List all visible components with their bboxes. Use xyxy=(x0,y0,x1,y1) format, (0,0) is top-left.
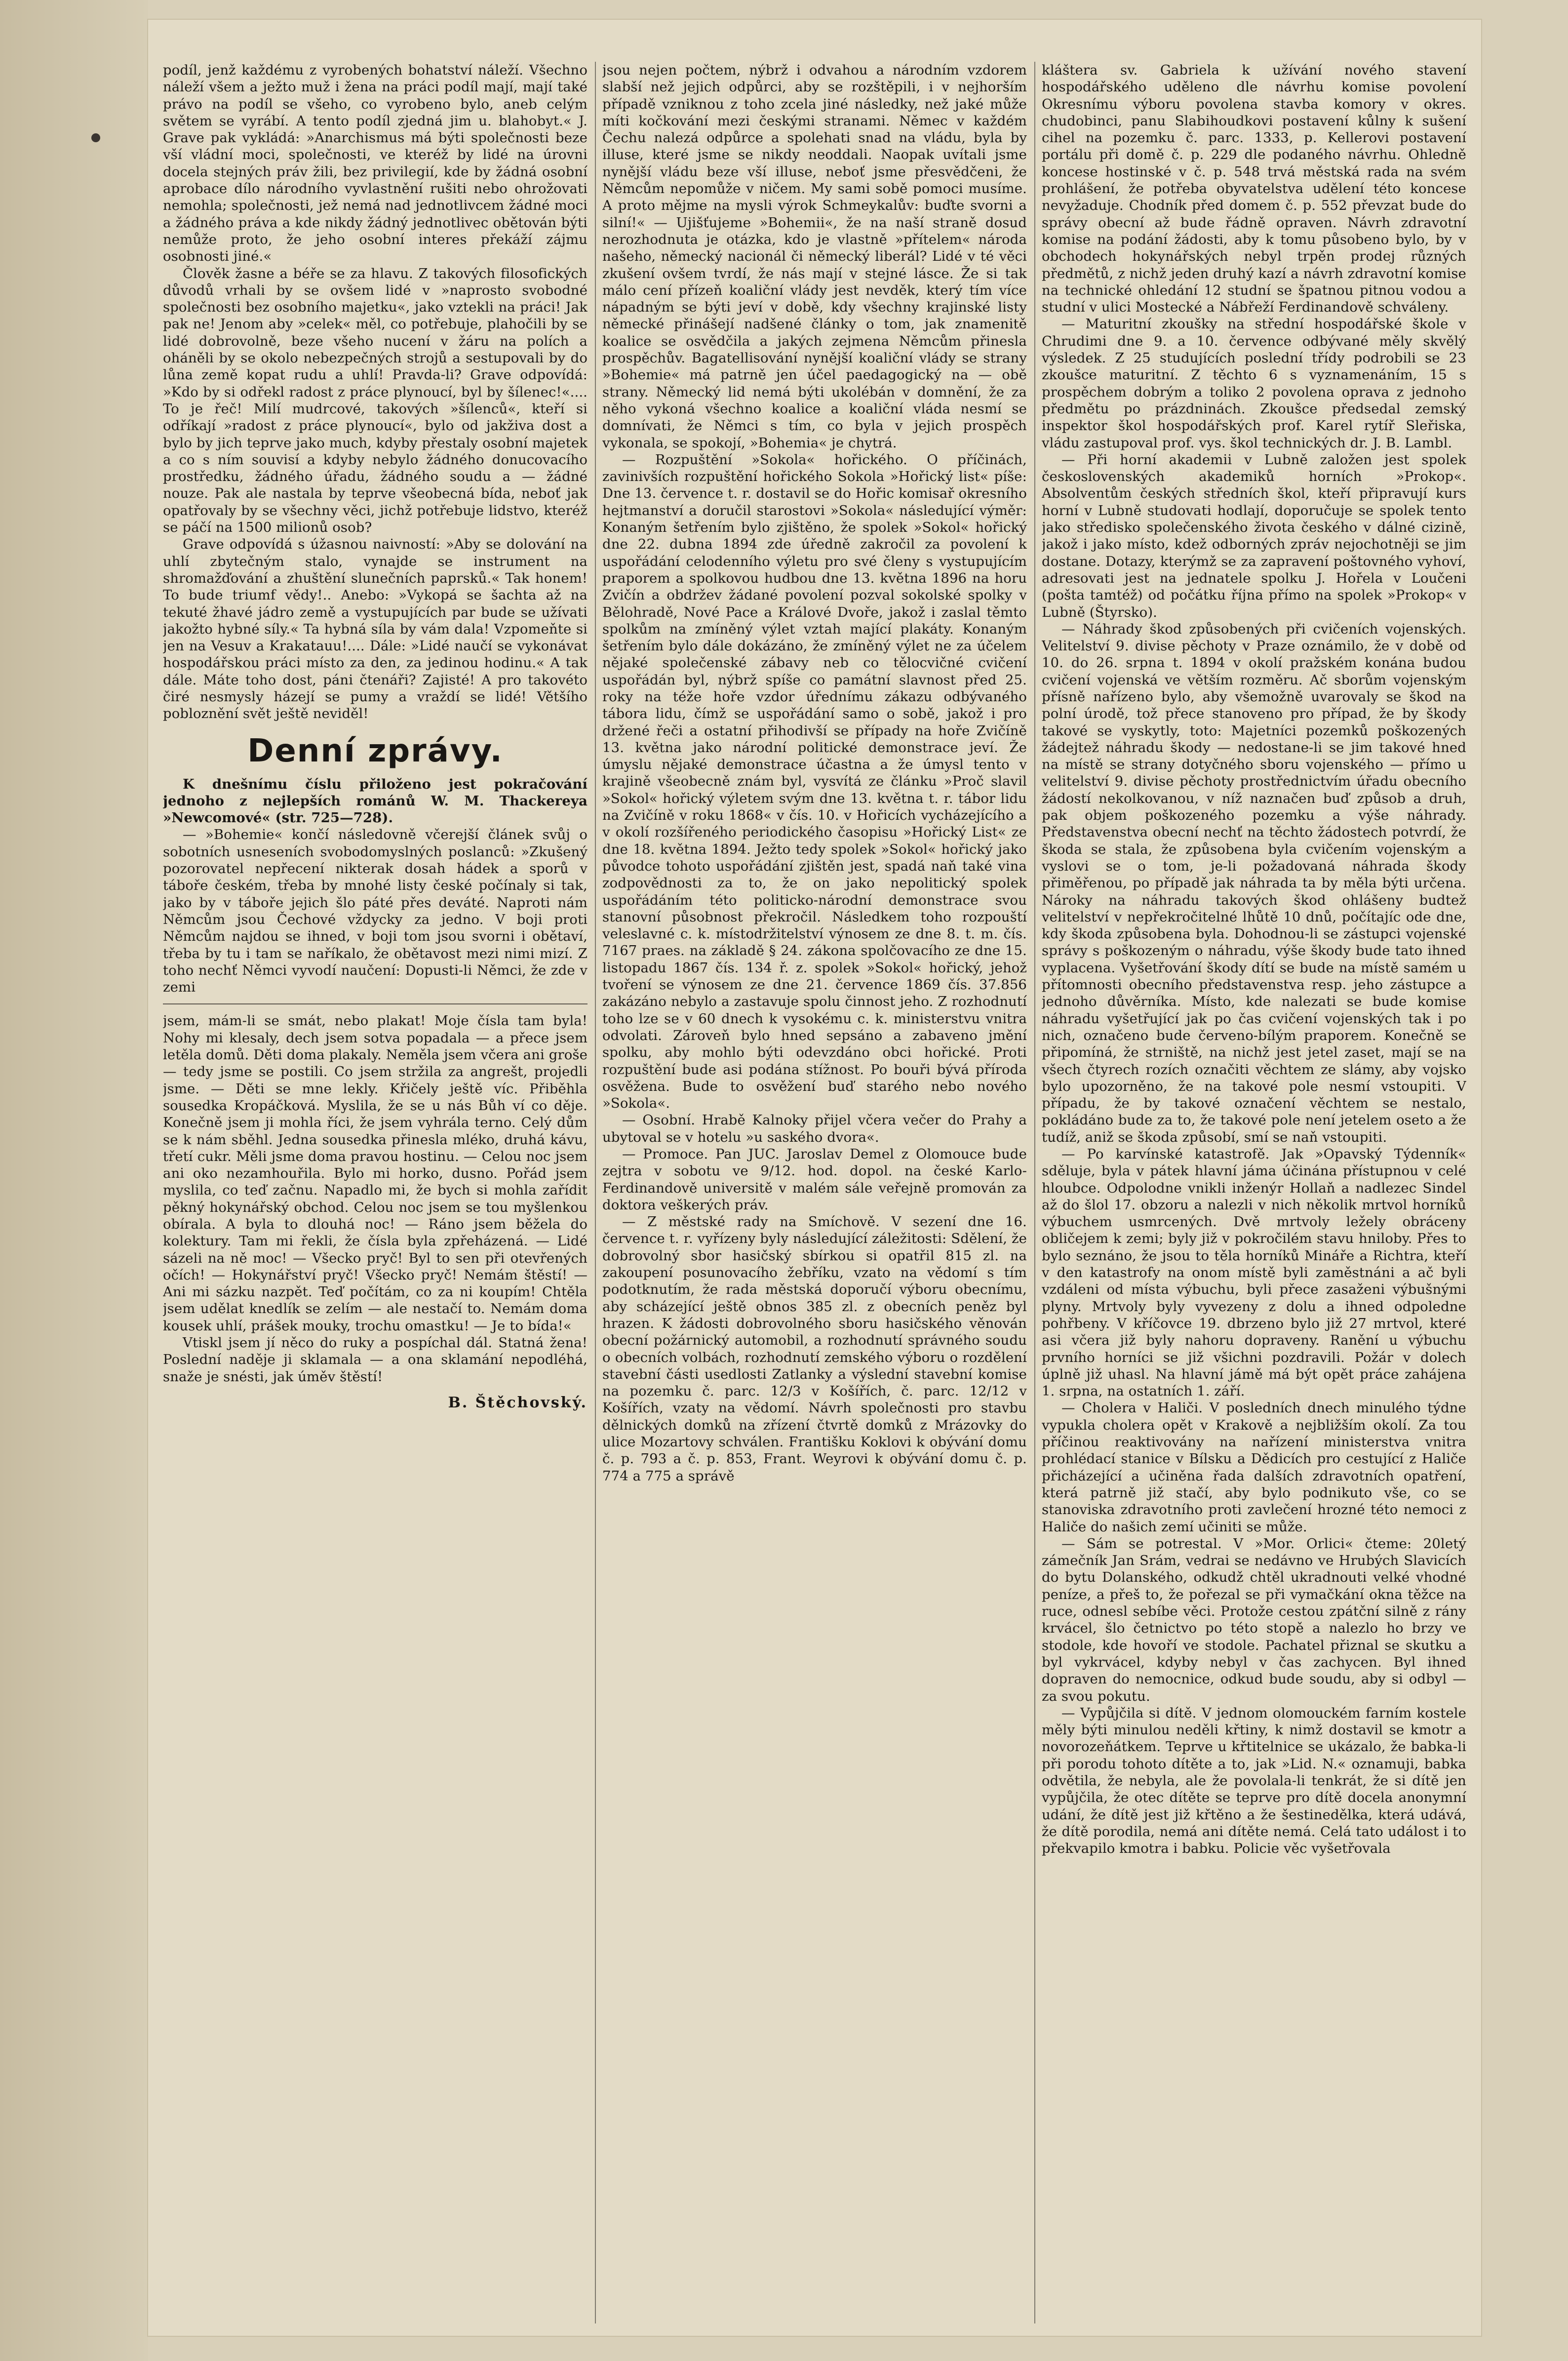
article-paragraph: — Rozpuštění »Sokola« hořického. O příčinách, zavinivších rozpuštění hořického Sokola »Hořický list« píše: Dne 13. července t. r. dostavil se do Hořic komisař okresního hejtmanství a doručil starostovi »Sokola« následující výměr: Konaným šetřením bylo zjištěno, že spolek »Sokol« hořický dne 22. dubna 1894 zde úředně zakročil za povolení k uspořádání celodenního výletu pro své členy s vystupujícím praporem a spolkovou hudbou dne 13. května 1896 na horu Zvičín a obdržev žádané povolení pozval sokolské spolky v Bělohradě, Nové Pace a Králové Dvoře, jakož i zaslal těmto spolkům na zmíněný výlet vztah mající plakáty. Konaným šetřením bylo dále dokázáno, že zmíněný výlet ne za účelem nějaké společenské zábavy neb co tělocvičné cvičení uspořádán byl, nýbrž spíše co památní slavnost před 25. roky na téže hoře vzdor úřednímu zákazu odbývaného tábora lidu, čímž se uspořádání samo o sobě, jakož i pro držené řeči a ostatní přihodivší se případy na hoře Zvičíně 13. května jako národní politické demonstrace jeví. Že úmyslu nějaké demonstrace účastna a že úmysl tento v krajině všeobecně znám byl, vysvítá ze článku »Proč slavil »Sokol« hořický výletem svým dne 13. května t. r. tábor lidu na Zvičíně v roku 1868« v čís. 10. v Hořicích vycházejícího a v okolí rozšířeného periodického časopisu »Hořický List« ze dne 18. května 1894. Ježto tedy spolek »Sokol« hořický jako původce tohoto uspořádání zjištěn jest, spadá naň také vina zodpovědnosti za to, že on jako nepolitický spolek uspořádáním této politicko-národní demonstrace svou stanovní působnost překročil. Následkem toho rozpouští veleslavné c. k. místodržitelství výnosem ze dne 8. t. m. čís. 7167 praes. na základě § 24. zákona spolčovacího ze dne 15. listopadu 1867 čís. 134 ř. z. spolek »Sokol« hořický, jehož tvoření se výnosem ze dne 21. července 1869 čís. 37.856 zakázáno nebylo a zastavuje spolu činnost jeho. Z rozhodnutí toho lze se v 60 dnech k vysokému c. k. ministerstvu vnitra odvolati. Zároveň bylo hned sepsáno a zabaveno jmění spolku, aby mohlo býti odevzdáno obci hořické. Proti rozpuštění bude asi podána stížnost. Po bouři bývá příroda osvěžena. Bude to osvěžení buď starého nebo nového »Sokola«. xyxy=(602,451,1027,1112)
article-paragraph: — »Bohemie« končí následovně včerejší článek svůj o sobotních usneseních svobodomyslných poslanců: »Zkušený pozorovatel nepřecení nikterak dosah hádek a sporů v táboře českém, třeba by mnohé listy české počínaly si tak, jako by v táboře jejich šlo páté přes deváté. Naproti nám Němcům jsou Čechové vždycky za jedno. V boji proti Němcům najdou se ihned, v boji tom jsou svorni i obětaví, třeba by tu i tam se naříkalo, že obětavost mezi nimi mizí. Z toho nechť Němci vyvodí naučení: Dopusti-li Němci, že zde v zemi xyxy=(163,827,588,996)
column-2 xyxy=(602,62,1027,2323)
author-signature: B. Štěchovský. xyxy=(448,1394,588,1411)
columns xyxy=(163,62,1466,2323)
article-paragraph: — Sám se potrestal. V »Mor. Orlici« čteme: 20letý zámečník Jan Srám, vedrai se nedávno ve Hrubých Slavicích do bytu Dolanského, odkudž chtěl ukradnouti velké vhodné peníze, a přeš to, že pořezal se při vymačkání okna těžce na ruce, odnesl sebíbe věci. Protože cestou zpátční silně z rány krvácel, šlo četnictvo po této stopě a nalezlo ho brzy ve stodole, kde hovoří ve stodole. Pachatel přiznal se skutku a byl vykrvácel, kdyby nebyl v čas zachycen. Byl ihned dopraven do nemocnice, odkud bude soudu, aby si odbyl — za svou pokutu. xyxy=(1042,1535,1466,1704)
notice-paragraph: K dnešnímu číslu přiloženo jest pokračování jednoho z nejlepších románů W. M. Thackereya »Newcomové« (str. 725—728). xyxy=(163,776,588,826)
page-edge xyxy=(0,0,148,2361)
article-paragraph: — Náhrady škod způsobených při cvičeních vojenských. Velitelství 9. divise pěchoty v Praze oznámilo, že v době od 10. do 26. srpna t. 1894 v okolí pražském konána budou cvičení vojenská ve větším rozměru. Ač sborům vojenským přísně nařízeno bylo, aby všemožně uvarovaly se škod na polní úrodě, tož přece stanoveno pro případ, že by škody takové se vyskytly, toto: Majetníci pozemků poškozených žádejtež náhradu škody — nedostane-li se jim takové hned na místě se strany dotyčného sboru vojenského — přímo u velitelství 9. divise pěchoty prostřednictvím úřadu obecního žádostí nekolkovanou, v níž naznačen buď způsob a druh, pak objem poškozeného pozemku a výše náhrady. Představenstva obecní nechť na těchto žádostech potvrdí, že škoda se stala, že způsobena byla cvičením vojenským a vyslovi se o tom, je-li požadovaná náhrada škody přiměřenou, po případě jak náhrada ta by měla býti určena. Nároky na náhradu takových škod ohlášeny budtež velitelství v nepřekročitelné lhůtě 10 dnů, počítajíc ode dne, kdy škoda způsobena byla. Dohodnou-li se zástupci vojenské správy s poškozeným o náhradu, výše škody bude tato ihned vyplacena. Vyšetřování škody dítí se bude na místě samém u přítomnosti obecního představenstva resp. jeho zástupce a jednoho důvěrníka. Místo, kde nalezati se bude komise náhradu vyšetřující jak po čas cvičení vojenských tak i po nich, označeno bude červeno-bílým praporem. Konečně se připomíná, že strniště, na nichž jest jetel zaset, mají se na všech čtyrech rozích označiti věchtem ze slámy, aby vojsko bylo upozorněno, že na takové pole nesmí vstoupiti. V případu, že by takové označení věchtem se nestalo, pokládáno bude za to, že takové pole není jetelem oseto a že tudíž, aniž se škoda způsobí, smí se naň vstoupiti. xyxy=(1042,621,1466,1145)
article-paragraph: podíl, jenž každému z vyrobených bohatství náleží. Všechno náleží všem a ježto muž i žena na práci podíl mají, mají také právo na podíl se všeho, co vyrobeno bylo, aneb celým světem se vyrábí. A tento podíl zjedná jim u. blahobyt.« J. Grave pak vykládá: »Anarchismus má býti společnosti beze vší vládní moci, společnosti, ve kteréž by lidé na úrovni docela stejných práv žili, bez privilegií, kde by žádná osobní aprobace dílo národního vyvlastnění rušiti nebo ohrožovati nemohla; společnosti, jež nemá nad jednotlivcem žádné moci a žádného práva a kde nikdy žádný jednotlivec obětován býti nemůže proto, že jeho osobní interes překáží zájmu osobnosti jiné.« xyxy=(163,62,588,265)
article-paragraph: — Z městské rady na Smíchově. V sezení dne 16. července t. r. vyřízeny byly následující záležitosti: Sdělení, že dobrovolný sbor hasičský sbírkou si opatřil 815 zl. na zakoupení posunovacího žebříku, vzato na vědomí s tím podotknutím, že rada městská doporučí výboru obecnímu, aby scházející ještě obnos 385 zl. z obecních peněz byl hrazen. K žádosti dobrovolného sboru hasičského věnován obecní požárnický automobil, a rozhodnutí správného soudu o obecních volbách, rozhodnutí zemského výboru o rozdělení stavební části usedlosti Zatlanky a výslední stavební komise na pozemku č. parc. 12/3 v Košířích, č. parc. 12/12 v Košířích, vzaty na vědomí. Návrh společnosti pro stavbu dělnických domků na zřízení čtvrtě domků z Mrázovky do ulice Mozartovy schválen. Františku Koklovi k obývání domu č. p. 793 a č. p. 853, Frant. Weyrovi k obývání domu č. p. 774 a 775 a správě xyxy=(602,1214,1027,1484)
article-paragraph: — Vypůjčila si dítě. V jednom olomouckém farním kostele měly býti minulou neděli křtiny, k nimž dostavil se kmotr a novorozeňátkem. Teprve u křtitelnice se ukázalo, že babka-li při porodu tohoto dítěte a to, jak »Lid. N.« oznamuji, babka odvětila, že nebyla, ale že povolala-li tenkrát, že si dítě jen vypůjčila, že otec dítěte se teprve pro dítě docela anonymní udání, že dítě jest již křtěno a že šestinedělka, která udává, že dítě porodila, nemá ani dítěte nemá. Celá tato událost i to překvapilo kmotra i babku. Policie věc vyšetřovala xyxy=(1042,1705,1466,1857)
article-paragraph: — Při horní akademii v Lubně založen jest spolek československých akademiků horních »Prokop«. Absolventům českých středních škol, kteří připravují kurs horní v Lubně studovati hodlají, doporučuje se spolek tento jako středisko společenského života českého v dálné cizině, jakož i jako místo, kdež odborných zpráv nejochotněji se jim dostane. Dotazy, kterýmž se za zapravení poštovného vyhoví, adresovati jest na jednatele spolku J. Hořela v Loučeni (pošta tamtéž) od počátku října přímo na spolek »Prokop« v Lubně (Štyrsko). xyxy=(1042,451,1466,620)
section-divider xyxy=(163,1003,588,1004)
punch-hole xyxy=(91,133,100,142)
column-3 xyxy=(1042,62,1466,2323)
feuilleton-paragraph: jsem, mám-li se smát, nebo plakat! Moje čísla tam byla! Nohy mi klesaly, dech jsem sotva popadala — a přece jsem letěla domů. Děti doma plakaly. Neměla jsem včera ani groše — tedy jsme se postili. Co jsem stržila za angrešt, projedli jsme. — Děti se mne lekly. Křičely ještě víc. Přiběhla sousedka Kropáčková. Myslila, že se u nás Bůh ví co děje. Konečně jsem ji mohla říci, že jsem vyhrála terno. Celý dům se k nám sběhl. Jedna sousedka přinesla mléko, druhá kávu, třetí cukr. Měli jsme doma pravou hostinu. — Celou noc jsem ani oko nezamhouřila. Bylo mi horko, dusno. Pořád jsem myslila, co teď začnu. Napadlo mi, že bych si mohla zařídit pěkný hokynářský obchod. Celou noc jsem se tou myšlenkou obírala. A byla to dlouhá noc! — Ráno jsem běžela do kolektury. Tam mi řekli, že čísla byla zpřeházená. — Lidé sázeli na ně moc! — Všecko pryč! Byl to sen při otevřených očích! — Hokynářství pryč! Všecko pryč! Nemám štěstí! — Ani mi sázku nazpět. Teď počítám, co za ni koupím! Chtěla jsem udělat knedlík se zelím — ale nestačí to. Nemám doma kousek uhlí, prášek mouky, trochu omastku! — Je to bída!« xyxy=(163,1013,588,1334)
article-paragraph: Grave odpovídá s úžasnou naivností: »Aby se dolování na uhlí zbytečným stalo, vynajde se instrument na shromažďování a zhuštění slunečních paprsků.« Tak honem! To bude triumf vědy!.. Anebo: »Vykopá se šachta až na tekuté žhavé jádro země a vystupujících par bude se užívati jakožto hybné síly.« Ta hybná síla by vám dala! Vzpomeňte si jen na Vesuv a Krakatauu!.... Dále: »Lidé naučí se vykonávat hospodářskou práci místo za den, za jedinou hodinu.« A tak dále. Máte toho dost, páni čtenáři? Zajisté! A pro takovéto čiré nesmysly házejí se pumy a vraždí se lidé! Většího pobloznění svět ještě neviděl! xyxy=(163,536,588,722)
article-paragraph: — Maturitní zkoušky na střední hospodářské škole v Chrudimi dne 9. a 10. července odbývané měly skvělý výsledek. Z 25 studujících poslední třídy podrobili se 23 zkoušce maturitní. Z těchto 6 s vyznamenáním, 15 s prospěchem dobrým a toliko 2 povolena oprava z jednoho předmětu po prázdninách. Zkoušce předsedal zemský inspektor škol hospodářských prof. Karel rytíř Sleřiska, vládu zastupoval prof. vys. škol technických dr. J. B. Lambl. xyxy=(1042,316,1466,451)
section-heading: Denní zprávy. xyxy=(247,732,503,769)
article-paragraph: kláštera sv. Gabriela k užívání nového stavení hospodářského uděleno dle návrhu komise povolení Okresnímu výboru povolena stavba komory v okres. chudobinci, panu Slabihoudkovi postavení kůlny k sušení cihel na pozemku č. parc. 1333, p. Kellerovi postavení portálu při domě č. p. 229 dle podaného návrhu. Ohledně koncese hostinské v č. p. 548 trvá městská rada na svém prohlášení, že potřeba obyvatelstva udělení této koncese nevyžaduje. Chodník před domem č. p. 552 převzat bude do správy obecní až bude řádně opraven. Návrh zdravotní komise na podání žádosti, aby k tomu působeno bylo, by v obchodech hokynářských nebyl trpěn prodej různých předmětů, z nichž jeden druhý kazí a návrh zdravotní komise na technické ohledání 12 studní se špatnou pitnou vodou a studní v ulici Mostecké a Nábřeží Ferdinandově schváleny. xyxy=(1042,62,1466,316)
feuilleton-paragraph: Vtiskl jsem jí něco do ruky a pospíchal dál. Statná žena! Poslední naděje ji sklamala — a ona sklamání nepodléhá, snaže je snésti, jak úměv štěstí! xyxy=(163,1335,588,1385)
article-paragraph: — Cholera v Haliči. V posledních dnech minulého týdne vypukla cholera opět v Krakově a nejbližším okolí. Za tou příčinou reaktivovány na nařízení ministerstva vnitra prohlédací stanice v Bílsku a Dědicích pro cestující z Haliče přicházející a učiněna řada dalších zdravotních opatření, která patrně již stačí, aby bylo podnikuto vše, co se stanoviska zdravotního proti zavlečení hrozné této nemoci z Haliče do našich zemí učiniti se může. xyxy=(1042,1400,1466,1535)
article-paragraph: — Promoce. Pan JUC. Jaroslav Demel z Olomouce bude zejtra v sobotu ve 9/12. hod. dopol. na české Karlo-Ferdinandově universitě v malém sále veřejně promován za doktora veškerých práv. xyxy=(602,1146,1027,1213)
article-paragraph: Člověk žasne a béře se za hlavu. Z takových filosofických důvodů vrhali by se ovšem lidé v »naprosto svobodné společnosti bez osobního majetku«, jako vztekli na práci! Jak pak ne! Jenom aby »celek« měl, co potřebuje, plahočili by se lidé dobrovolně, beze všeho nucení v žáru na polích a oháněli by se okolo nebezpečných strojů a sestupovali by do lůna země kopat rudu a uhlí! Pravda-li? Grave odpovídá: »Kdo by si odřekl radost z práce plynoucí, byl by šílenec!«.... To je řeč! Milí mudrcové, takových »šílenců«, kteří si odříkají »radost z práce plynoucí«, bylo od jakživa dost a bylo by jich teprve jako much, kdyby přestaly osobní majetek a co s ním souvisí a kdyby nebylo žádného donucovacího prostředku, žádného úřadu, žádného soudu a — žádné nouze. Pak ale nastala by teprve všeobecná bída, neboť jak opatřovaly by se všechny věci, jichž potřebuje lidstvo, kteréž se páčí na 1500 milionů osob? xyxy=(163,265,588,536)
column-1 xyxy=(163,62,588,2323)
article-paragraph: — Po karvínské katastrofě. Jak »Opavský Týdenník« sděluje, byla v pátek hlavní jáma účinána přístupnou v celé hloubce. Odpolodne vnikli inženýr Hollaň a nadlezec Sindel až do šlol 17. obzoru a nalezli v nich několik mrtvol horníků výbuchem usmrcených. Dvě mrtvoly ležely obráceny obličejem k zemi; byly již v pokročilém stavu hniloby. Přes to bylo seznáno, že jsou to těla horníků Mináře a Richtra, kteří v den katastrofy na onom místě byli zaměstnáni a ač byli vzdáleni od místa výbuchu, byli přece zasaženi výbušnými plyny. Mrtvoly byly vyvezeny z dolu a ihned odpoledne pohřbeny. V kříčovce 19. dbrzeno bylo již 27 mrtvol, které asi včera již byly nahoru dopraveny. Ranění u výbuchu prvního horníci se již všichni pozdravili. Požár v dolech úplně již uhasl. Na hlavní jámě má být opět práce zahájena 1. srpna, na ostatních 1. září. xyxy=(1042,1146,1466,1400)
article-paragraph: — Osobní. Hrabě Kalnoky přijel včera večer do Prahy a ubytoval se v hotelu »u saského dvora«. xyxy=(602,1112,1027,1145)
article-paragraph: jsou nejen počtem, nýbrž i odvahou a národním vzdorem slabší než jejich odpůrci, aby se rozštěpili, i v nejhorším případě vzniknou z toho zcela jiné následky, než jaké může míti kočkování mezi českými stranami. Němec v každém Čechu nalezá odpůrce a spolehati snad na vládu, byla by illuse, které jsme se nikdy neoddali. Naopak uvítali jsme nynější vládu beze vší illuse, neboť jsme přesvědčeni, že Němcům nepomůže v ničem. My sami sobě pomoci musíme. A proto mějme na mysli výrok Schmeykalův: buďte svorni a silní!« — Ujišťujeme »Bohemii«, že na naší straně dosud nerozhodnuta je otázka, kdo je vlastně »přítelem« národa našeho, německý nacionál či německý liberál? Lidé v té věci zkušení ovšem tvrdí, že nás mají v stejné lásce. Že si tak málo cení přízeň koaliční vlády jest nevděk, který tím více nápadným se býti jeví v době, kdy všechny krajinské listy německé přinášejí nadšené články o tom, jak znamenitě koalice se osvědčila a jakých zejmena Němcům přinesla prospěchův. Bagatellisování nynější koaliční vlády se strany »Bohemie« má patrně jen účel paedagogický na — obě strany. Německý lid nemá býti ukolébán v domnění, že za něho vykoná všechno koalice a koaliční vláda nesmí se domnívati, že Němci s tím, co byla v jejich prospěch vykonala, se spokojí, »Bohemia« je chytrá. xyxy=(602,62,1027,451)
column-rule xyxy=(595,62,596,2323)
newspaper-page xyxy=(148,20,1481,2336)
column-rule xyxy=(1034,62,1035,2323)
